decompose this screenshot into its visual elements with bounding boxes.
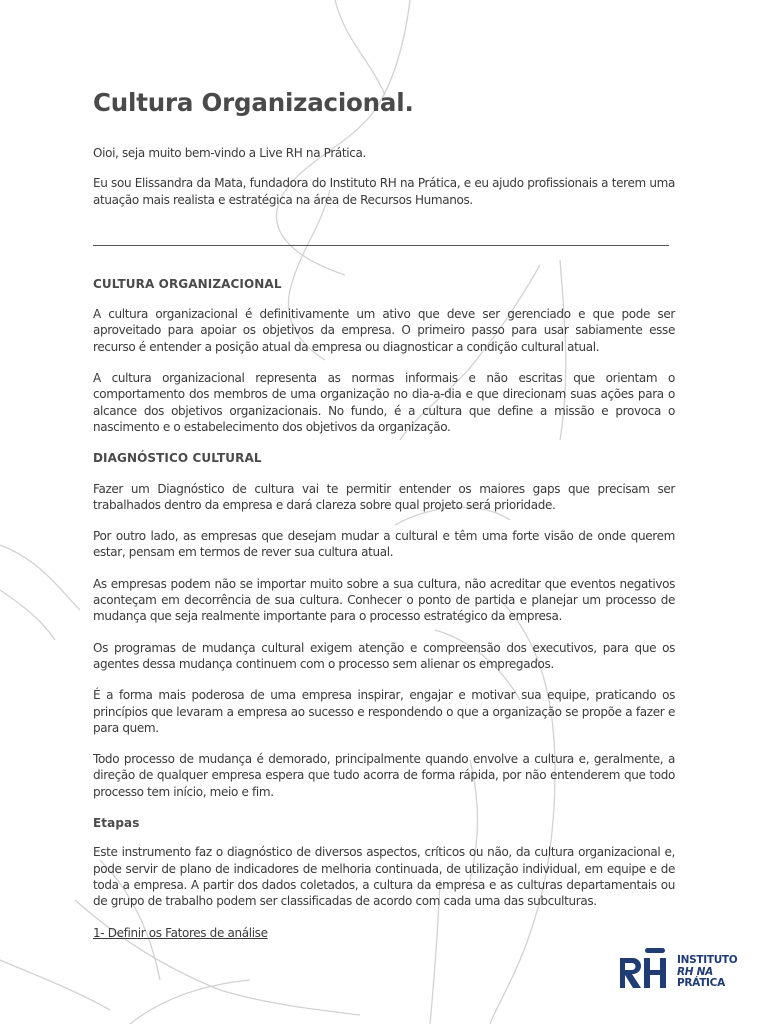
document-content bbox=[93, 86, 675, 941]
paragraph: Fazer um Diagnóstico de cultura vai te permitir entender os maiores gaps que precisam ser trabalhados dentro da empresa e dará clareza sobre qual projeto será prioridade. bbox=[93, 481, 675, 512]
paragraph: Todo processo de mudança é demorado, principalmente quando envolve a cultura e, geralmente, a direção de qualquer empresa espera que tudo acorra de forma rápida, por não entenderem que todo processo tem início, meio e fim. bbox=[93, 752, 675, 799]
logo-line-3: PRÁTICA bbox=[677, 977, 725, 989]
page-title: Cultura Organizacional. bbox=[93, 88, 414, 117]
logo-line-1: INSTITUTO bbox=[677, 954, 738, 966]
rh-logo-mark bbox=[618, 946, 672, 992]
paragraph: A cultura organizacional é definitivamente um ativo que deve ser gerenciado e que pode ser aproveitado para apoiar os objetivos da empresa. O primeiro passo para usar sabiamente esse recurso é entender a posição atual da empresa ou diagnosticar a condição cultural atual. bbox=[93, 307, 675, 354]
paragraph: Este instrumento faz o diagnóstico de diversos aspectos, críticos ou não, da cultura organizacional e, pode servir de plano de indicadores de melhoria continuada, de utilização individual, em equipe e de toda a empresa. A partir dos dados coletados, a cultura da empresa e as culturas departamentais ou de grupo de trabalho podem ser classificadas de acordo com cada uma das subculturas. bbox=[93, 845, 675, 909]
intro-author: Eu sou Elissandra da Mata, fundadora do Instituto RH na Prática, e eu ajudo profissionais a terem uma atuação mais realista e estratégica na área de Recursos Humanos. bbox=[93, 176, 675, 207]
paragraph: Os programas de mudança cultural exigem atenção e compreensão dos executivos, para que os agentes dessa mudança continuem com o processo sem alienar os empregados. bbox=[93, 640, 675, 671]
section-heading-etapas: Etapas bbox=[93, 816, 140, 831]
paragraph: As empresas podem não se importar muito sobre a sua cultura, não acreditar que eventos negativos aconteçam em decorrência de sua cultura. Conhecer o ponto de partida e planejar um processo de mudança que seja realmente importante para o processo estratégico da empresa. bbox=[93, 576, 675, 624]
section-heading-diagnostico: DIAGNÓSTICO CULTURAL bbox=[93, 451, 262, 466]
intro-greeting: Oioi, seja muito bem-vindo a Live RH na Prática. bbox=[93, 146, 366, 160]
paragraph: É a forma mais poderosa de uma empresa inspirar, engajar e motivar sua equipe, praticando os princípios que levaram a empresa ao sucesso e respondendo o que a organização se propõe a fazer e para quem. bbox=[93, 688, 675, 735]
section-divider bbox=[93, 223, 669, 246]
section-heading-cultura: CULTURA ORGANIZACIONAL bbox=[93, 276, 282, 291]
paragraph: A cultura organizacional representa as normas informais e não escritas que orientam o comportamento dos membros de uma organização no dia-a-dia e que direcionam suas ações para o alcance dos objetivos organizacionais. No fundo, é a cultura que define a missão e provoca o nascimento e o estabelecimento dos objetivos da organização. bbox=[93, 371, 675, 434]
step-link-fatores[interactable]: 1- Definir os Fatores de análise bbox=[93, 925, 268, 940]
logo-wordmark bbox=[677, 955, 749, 990]
logo-line-2: RH NA bbox=[677, 965, 713, 978]
paragraph: Por outro lado, as empresas que desejam mudar a cultural e têm uma forte visão de onde querem estar, pensam em termos de rever sua cultura atual. bbox=[93, 529, 675, 560]
institute-logo bbox=[618, 946, 748, 992]
